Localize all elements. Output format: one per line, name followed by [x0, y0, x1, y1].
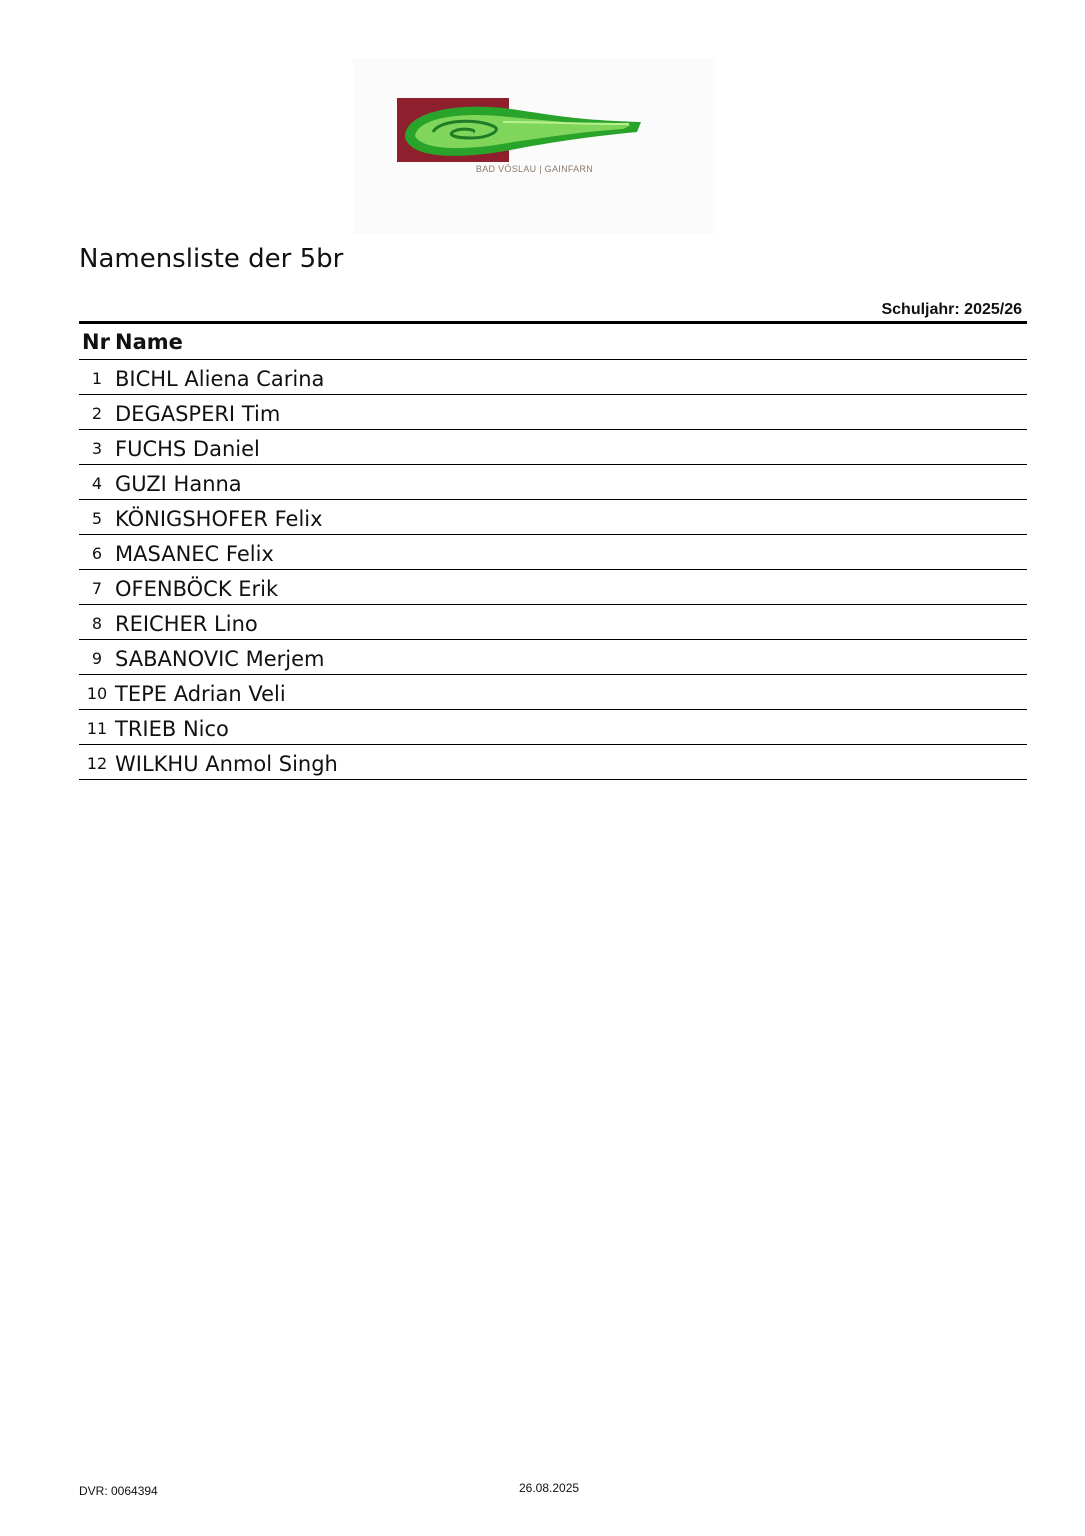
footer-date: 26.08.2025 [519, 1481, 580, 1495]
row-number: 3 [91, 438, 103, 458]
table-row [79, 360, 1027, 395]
row-number: 1 [91, 368, 103, 388]
student-name: GUZI Hanna [115, 471, 242, 496]
header-name: Name [115, 329, 183, 354]
student-name: WILKHU Anmol Singh [115, 751, 338, 776]
student-name: DEGASPERI Tim [115, 401, 281, 426]
student-name: OFENBÖCK Erik [115, 576, 279, 601]
table-row [79, 430, 1027, 465]
table-row [79, 570, 1027, 605]
page-title: Namensliste der 5br [79, 244, 344, 274]
table-header [79, 324, 1027, 360]
student-name: REICHER Lino [115, 611, 258, 636]
header-nr: Nr [82, 329, 110, 354]
student-name: TEPE Adrian Veli [115, 681, 286, 706]
row-number: 7 [91, 578, 103, 598]
row-number: 12 [86, 753, 108, 773]
row-number: 5 [91, 508, 103, 528]
footer-dvr: DVR: 0064394 [79, 1484, 158, 1498]
table-row [79, 500, 1027, 535]
logo-graphic [353, 58, 716, 234]
row-number: 9 [91, 648, 103, 668]
table-row [79, 640, 1027, 675]
student-name: KÖNIGSHOFER Felix [115, 506, 323, 531]
row-number: 8 [91, 613, 103, 633]
row-number: 2 [91, 403, 103, 423]
student-name: SABANOVIC Merjem [115, 646, 325, 671]
logo-caption: BAD VÖSLAU | GAINFARN [475, 164, 594, 174]
row-number: 6 [91, 543, 103, 563]
name-list-table [79, 321, 1027, 780]
student-name: BICHL Aliena Carina [115, 366, 325, 391]
table-row [79, 675, 1027, 710]
table-row [79, 465, 1027, 500]
row-number: 11 [86, 718, 108, 738]
table-row [79, 535, 1027, 570]
table-row [79, 745, 1027, 780]
table-row [79, 395, 1027, 430]
school-logo [353, 58, 716, 234]
student-name: FUCHS Daniel [115, 436, 260, 461]
row-number: 4 [91, 473, 103, 493]
student-name: MASANEC Felix [115, 541, 274, 566]
table-row [79, 605, 1027, 640]
row-number: 10 [86, 683, 108, 703]
student-name: TRIEB Nico [115, 716, 229, 741]
table-row [79, 710, 1027, 745]
school-year: Schuljahr: 2025/26 [881, 301, 1022, 318]
table-body [79, 360, 1027, 780]
